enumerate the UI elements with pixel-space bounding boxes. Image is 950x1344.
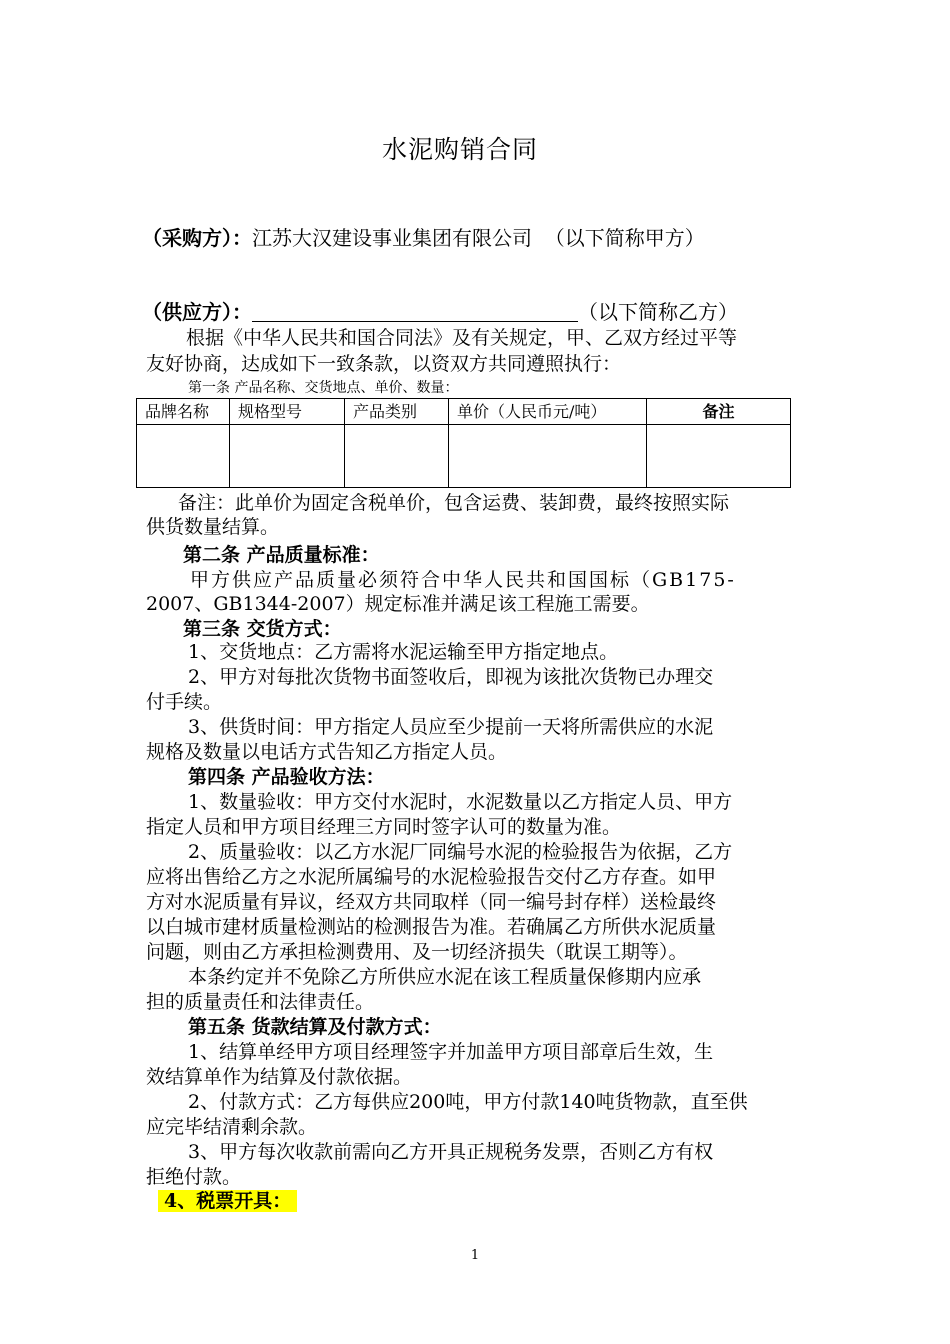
article5-highlight-line	[158, 1189, 297, 1213]
table-cell	[230, 425, 345, 488]
buyer-alias: （以下简称甲方）	[544, 226, 705, 250]
table-cell	[647, 425, 791, 488]
article2-line-2: 2007、GB1344-2007）规定标准并满足该工程施工需要。	[146, 593, 650, 615]
note-line-1	[178, 491, 729, 515]
article4-line-3: 2、质量验收：以乙方水泥厂同编号水泥的检验报告为依据，乙方	[188, 841, 733, 863]
article4-line-4: 应将出售给乙方之水泥所属编号的水泥检验报告交付乙方存查。如甲	[146, 866, 717, 888]
table-cell	[137, 425, 230, 488]
table-header-row	[137, 399, 791, 425]
highlighted-subheading: 4、税票开具：	[158, 1190, 297, 1212]
buyer-line	[142, 226, 705, 250]
article4-line-2: 指定人员和甲方项目经理三方同时签字认可的数量为准。	[146, 816, 622, 838]
article5-line-1: 1、结算单经甲方项目经理签字并加盖甲方项目部章后生效，生	[188, 1041, 714, 1063]
table-cell	[345, 425, 449, 488]
article3-line-2: 2、甲方对每批次货物书面签收后，即视为该批次货物已办理交	[188, 666, 714, 688]
intro-line-1: 根据《中华人民共和国合同法》及有关规定，甲、乙双方经过平等	[186, 327, 738, 349]
page-number: 1	[470, 1248, 480, 1263]
note-text-1: 备注：此单价为固定含税单价，包含运费、装卸费，最终按照实际	[178, 492, 730, 514]
article4-line-1: 1、数量验收：甲方交付水泥时，水泥数量以乙方指定人员、甲方	[188, 791, 733, 813]
table-header-brand: 品牌名称	[137, 399, 230, 425]
supplier-name-blank	[252, 301, 578, 322]
table-cell	[449, 425, 647, 488]
article2-title: 第二条 产品质量标准：	[183, 544, 380, 566]
article4-line-7: 问题，则由乙方承担检测费用、及一切经济损失（耽误工期等）。	[146, 941, 688, 963]
product-table	[136, 398, 791, 488]
article3-title: 第三条 交货方式：	[183, 618, 342, 640]
supplier-label: （供应方）：	[142, 300, 252, 324]
article3-line-3: 付手续。	[146, 691, 223, 713]
article4-title: 第四条 产品验收方法：	[188, 766, 385, 788]
article4-line-5: 方对水泥质量有异议，经双方共同取样（同一编号封存样）送检最终	[146, 891, 717, 913]
article4-line-6: 以白城市建材质量检测站的检测报告为准。若确属乙方所供水泥质量	[146, 916, 717, 938]
article5-line-2: 效结算单作为结算及付款依据。	[146, 1066, 413, 1088]
article4-line-8: 本条约定并不免除乙方所供应水泥在该工程质量保修期内应承	[188, 966, 702, 988]
intro-line-2: 友好协商，达成如下一致条款，以资双方共同遵照执行：	[146, 353, 622, 375]
table-header-remark: 备注	[647, 399, 791, 425]
article3-line-1: 1、交货地点：乙方需将水泥运输至甲方指定地点。	[188, 641, 619, 663]
article3-line-5: 规格及数量以电话方式告知乙方指定人员。	[146, 741, 508, 763]
buyer-name: 江苏大汉建设事业集团有限公司	[252, 226, 532, 250]
article3-line-4: 3、供货时间：甲方指定人员应至少提前一天将所需供应的水泥	[188, 716, 714, 738]
article2-line-1: 甲方供应产品质量必须符合中华人民共和国国标（GB175-	[190, 569, 736, 591]
article5-title: 第五条 货款结算及付款方式：	[188, 1016, 442, 1038]
supplier-line	[142, 300, 738, 324]
note-line-2: 供货数量结算。	[146, 516, 280, 538]
table-header-spec: 规格型号	[230, 399, 345, 425]
article5-line-3: 2、付款方式：乙方每供应200吨，甲方付款140吨货物款，直至供	[188, 1091, 748, 1113]
document-title: 水泥购销合同	[381, 135, 538, 164]
table-header-category: 产品类别	[345, 399, 449, 425]
supplier-alias: （以下简称乙方）	[578, 300, 738, 324]
buyer-label: （采购方）：	[142, 226, 252, 250]
table-row	[137, 425, 791, 488]
article5-line-5: 3、甲方每次收款前需向乙方开具正规税务发票，否则乙方有权	[188, 1141, 714, 1163]
table-header-price: 单价（人民币元/吨）	[449, 399, 647, 425]
article1-title: 第一条 产品名称、交货地点、单价、数量：	[188, 380, 459, 396]
article5-line-4: 应完毕结清剩余款。	[146, 1116, 318, 1138]
article5-line-6: 拒绝付款。	[146, 1166, 242, 1188]
article4-line-9: 担的质量责任和法律责任。	[146, 991, 375, 1013]
